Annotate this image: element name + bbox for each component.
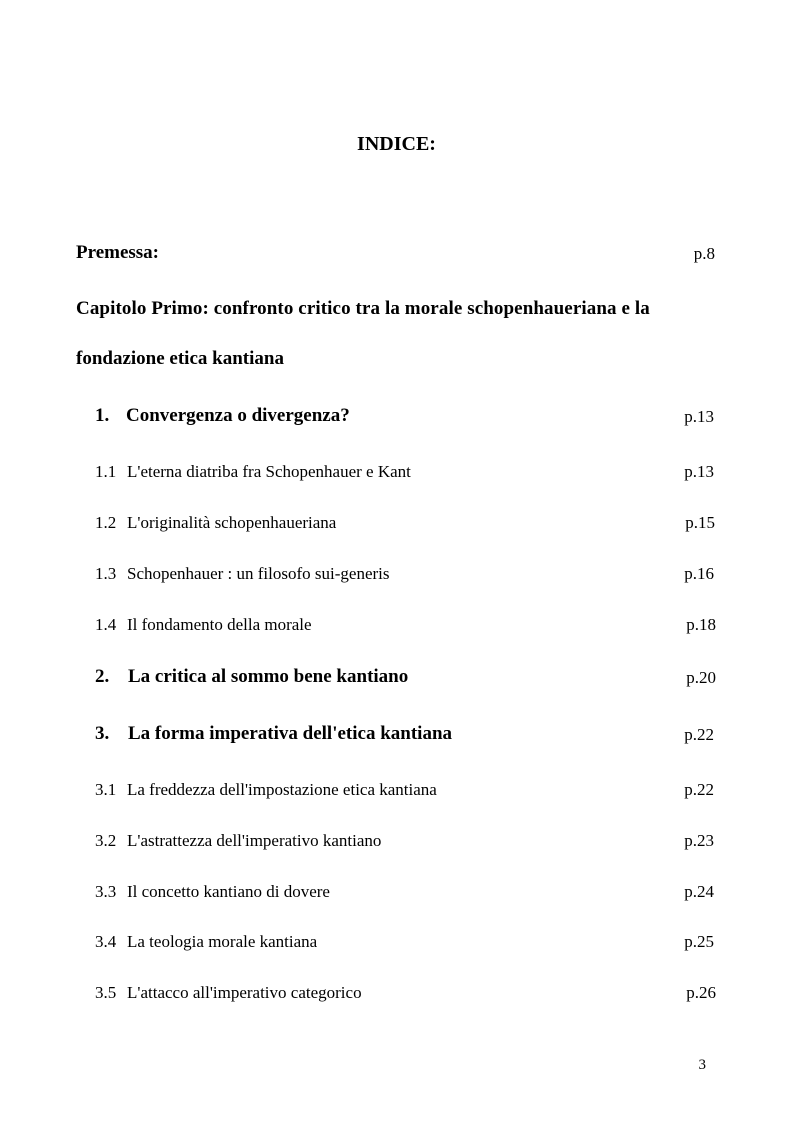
premessa-page: p.8 <box>693 244 715 263</box>
page-title: INDICE: <box>357 133 436 155</box>
toc-entry-label: L'originalità schopenhaueriana <box>127 513 337 532</box>
toc-entry-page: p.13 <box>684 462 714 481</box>
toc-entry-label: La forma imperativa dell'etica kantiana <box>128 723 453 744</box>
toc-entry-page: p.26 <box>686 983 716 1002</box>
toc-entry-number: 1. <box>95 405 110 426</box>
chapter-title-line1: Capitolo Primo: confronto critico tra la morale schopenhaueriana e la <box>76 298 650 319</box>
toc-entry-number: 3.4 <box>95 932 117 951</box>
toc-entry-label: Convergenza o divergenza? <box>126 405 350 426</box>
toc-entry-number: 1.3 <box>95 564 117 583</box>
toc-entry-number: 1.4 <box>95 615 117 634</box>
toc-entry-number: 3. <box>95 723 110 744</box>
toc-entry-label: L'attacco all'imperativo categorico <box>127 983 362 1002</box>
page-number: 3 <box>698 1057 706 1073</box>
toc-entry-number: 1.2 <box>95 513 117 532</box>
toc-entry-page: p.22 <box>684 780 714 799</box>
toc-entry-number: 3.2 <box>95 831 117 850</box>
toc-entry-number: 2. <box>95 666 110 687</box>
toc-entry-label: L'astrattezza dell'imperativo kantiano <box>127 831 382 850</box>
toc-entry-page: p.25 <box>684 932 714 951</box>
toc-entry-page: p.23 <box>684 831 714 850</box>
chapter-title-line2: fondazione etica kantiana <box>76 348 284 369</box>
toc-entry-label: La critica al sommo bene kantiano <box>128 666 409 687</box>
toc-entry-label: Schopenhauer : un filosofo sui-generis <box>127 564 390 583</box>
toc-entry-number: 3.3 <box>95 882 117 901</box>
toc-entry-number: 3.1 <box>95 780 117 799</box>
toc-entry-number: 3.5 <box>95 983 117 1002</box>
toc-entry-label: Il concetto kantiano di dovere <box>127 882 330 901</box>
toc-entry-page: p.15 <box>685 513 715 532</box>
toc-entry-page: p.13 <box>684 407 714 426</box>
toc-entry-label: La teologia morale kantiana <box>127 932 318 951</box>
toc-entry-page: p.22 <box>684 725 714 744</box>
toc-entry-page: p.24 <box>684 882 714 901</box>
premessa-label: Premessa: <box>76 242 160 263</box>
toc-entry-number: 1.1 <box>95 462 117 481</box>
toc-entry-label: La freddezza dell'impostazione etica kantiana <box>127 780 437 799</box>
toc-entry-page: p.16 <box>684 564 714 583</box>
toc-entry-page: p.18 <box>686 615 716 634</box>
toc-entry-label: Il fondamento della morale <box>127 615 312 634</box>
toc-entry-page: p.20 <box>686 668 716 687</box>
toc-entry-label: L'eterna diatriba fra Schopenhauer e Kant <box>127 462 411 481</box>
